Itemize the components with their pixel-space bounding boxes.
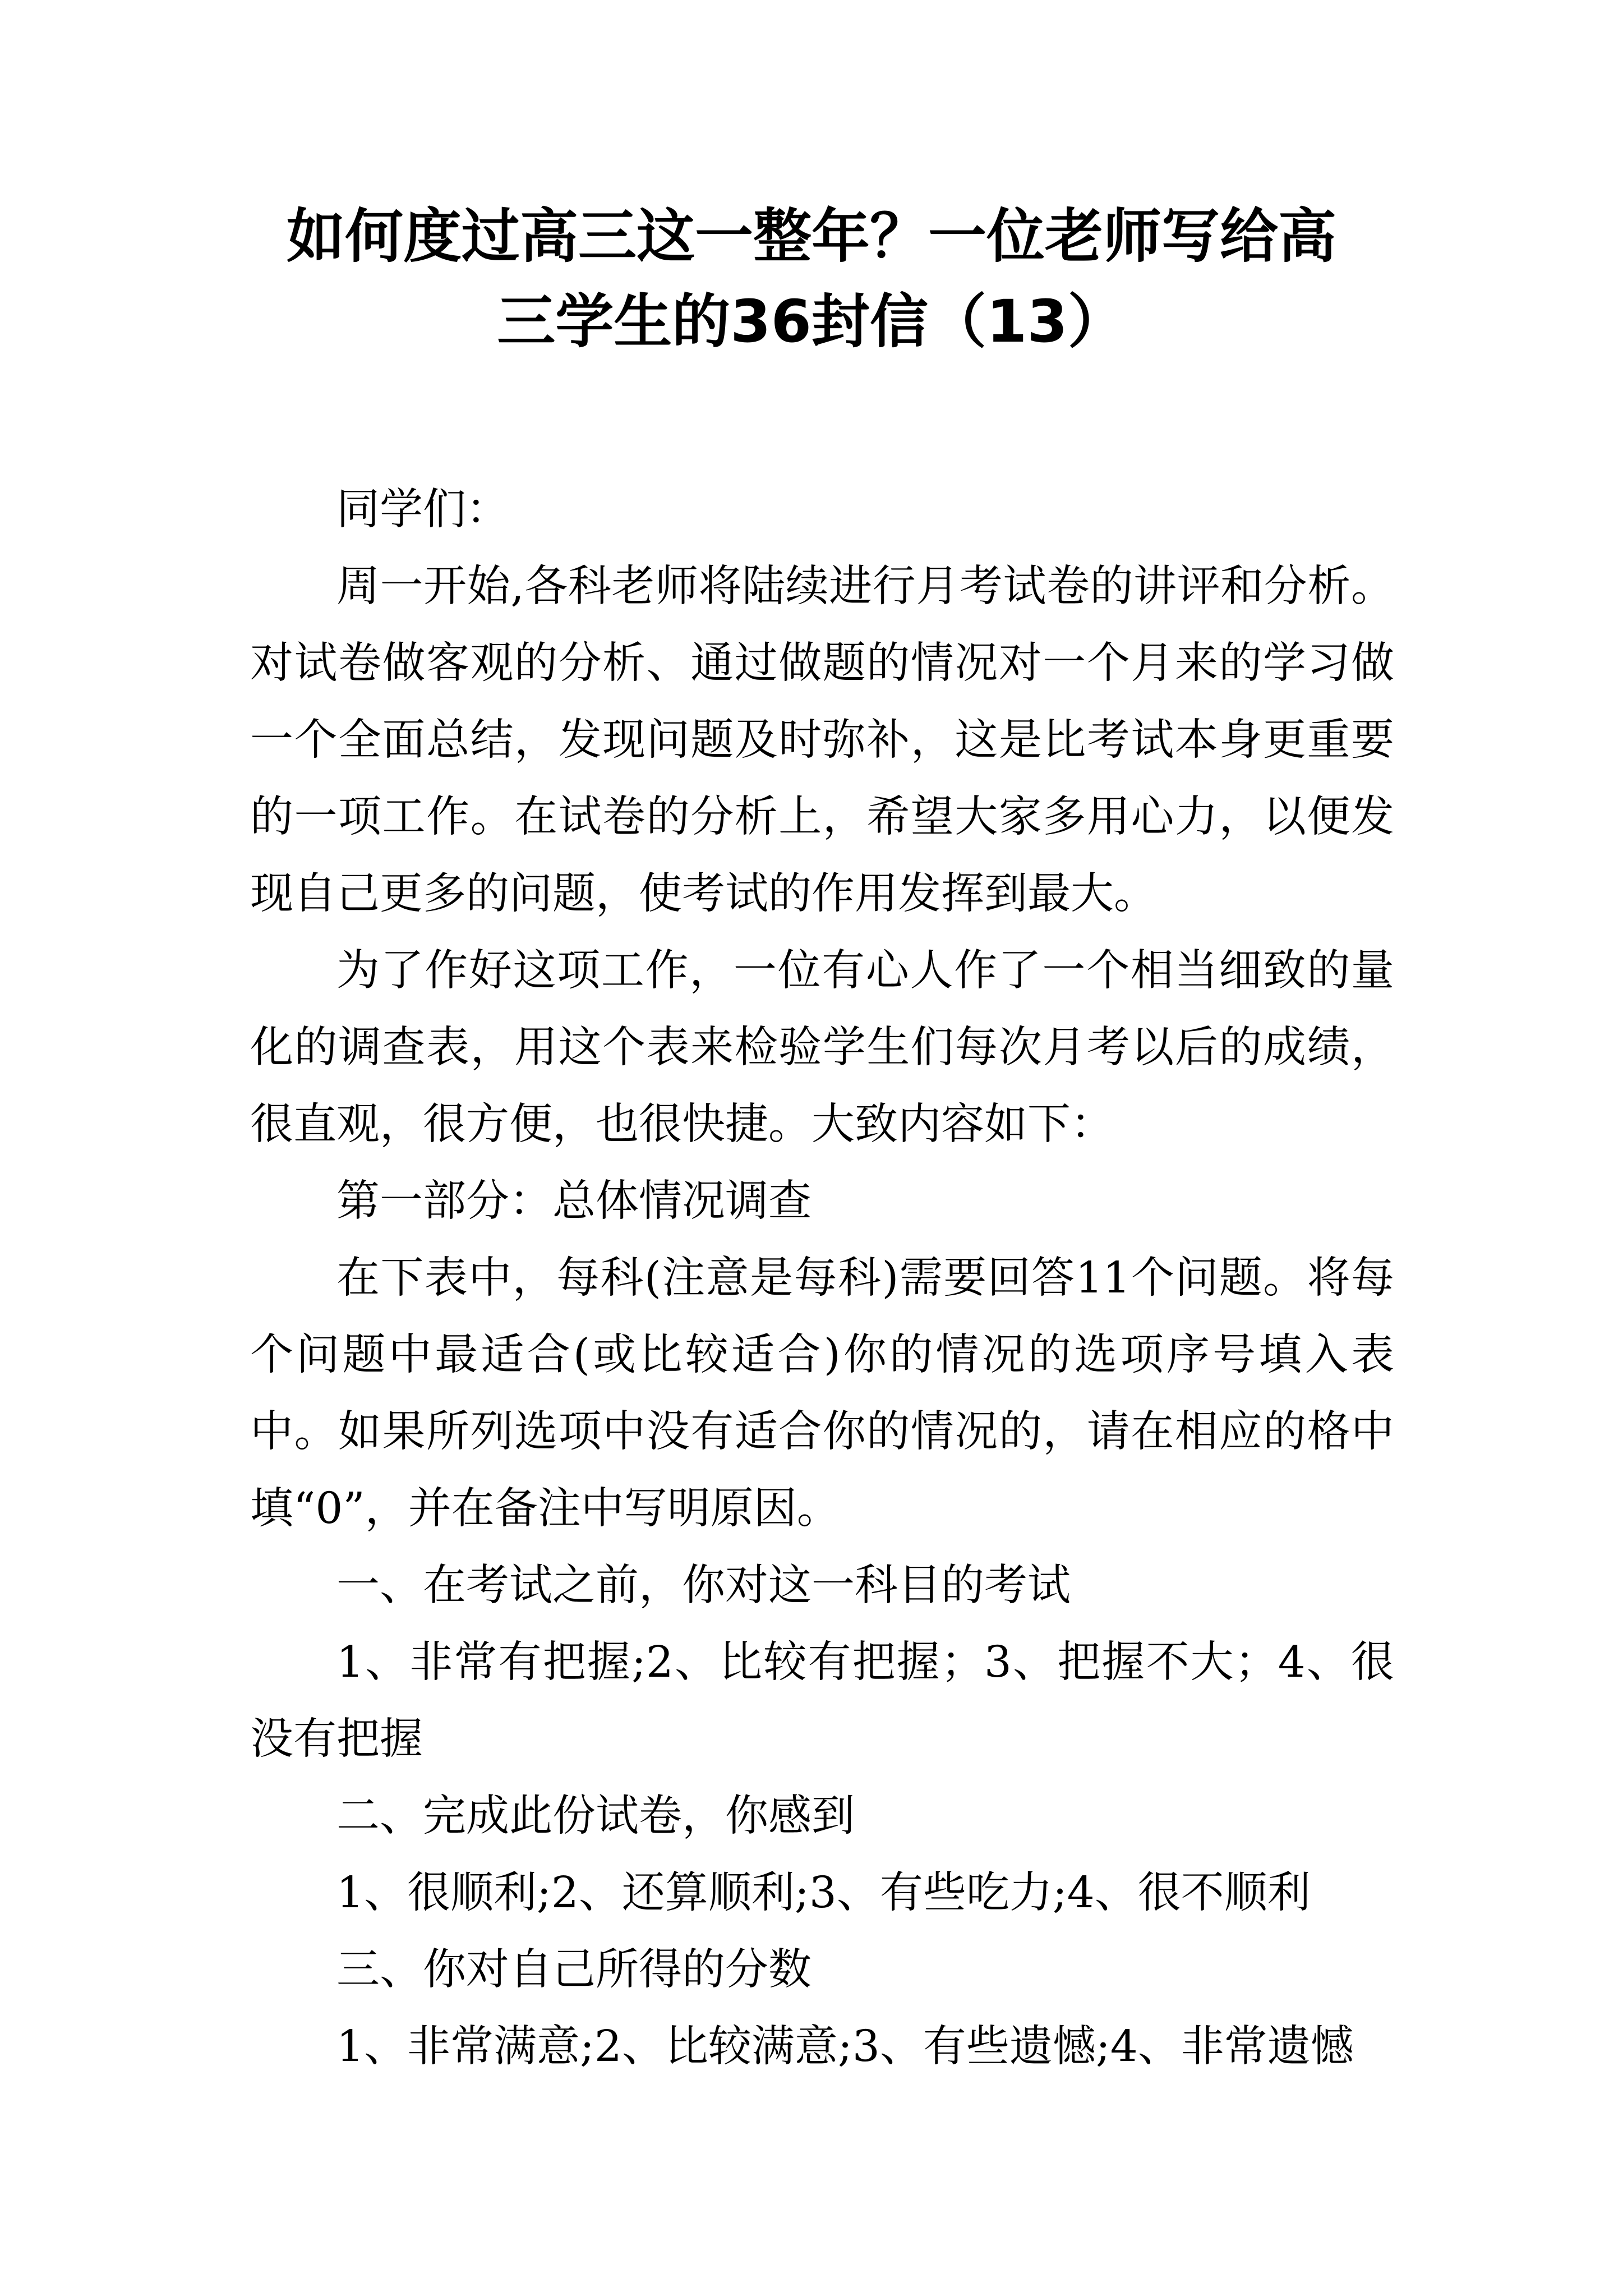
question-2: 二、完成此份试卷，你感到 — [336, 1791, 855, 1841]
question-2-options: 1、很顺利;2、还算顺利;3、有些吃力;4、很不顺利 — [336, 1868, 1311, 1918]
title-line-1: 如何度过高三这一整年？一位老师写给高 — [286, 202, 1336, 270]
question-3-options: 1、非常满意;2、比较满意;3、有些遗憾;4、非常遗憾 — [336, 2022, 1354, 2072]
question-1: 一、在考试之前，你对这一科目的考试 — [336, 1561, 1071, 1611]
salutation: 同学们： — [336, 485, 509, 535]
question-1-options: 1、非常有把握;2、比较有把握；3、把握不大；4、很没有把握 — [250, 1637, 1394, 1764]
paragraph-exam-review: 周一开始,各科老师将陆续进行月考试卷的讲评和分析。对试卷做客观的分析、通过做题的情况对一个月来的学习做一个全面总结，发现问题及时弥补，这是比考试本身更重要的一项工作。在试卷的分析上，希望大家多用心力，以便发现自己更多的问题，使考试的作用发挥到最大。 — [250, 562, 1394, 919]
document-title — [0, 194, 1623, 364]
paragraph-instructions: 在下表中，每科(注意是每科)需要回答11个问题。将每个问题中最适合(或比较适合)你的情况的选项序号填入表中。如果所列选项中没有适合你的情况的，请在相应的格中填“0”，并在备注中写明原因。 — [250, 1253, 1394, 1534]
title-line-2: 三学生的36封信（13） — [497, 287, 1126, 356]
section-heading-part-one: 第一部分：总体情况调查 — [336, 1176, 811, 1226]
letter-body — [250, 471, 1394, 2085]
question-3: 三、你对自己所得的分数 — [336, 1945, 811, 1995]
paragraph-survey-intro: 为了作好这项工作，一位有心人作了一个相当细致的量化的调查表，用这个表来检验学生们每次月考以后的成绩，很直观，很方便，也很快捷。大致内容如下： — [250, 946, 1394, 1149]
